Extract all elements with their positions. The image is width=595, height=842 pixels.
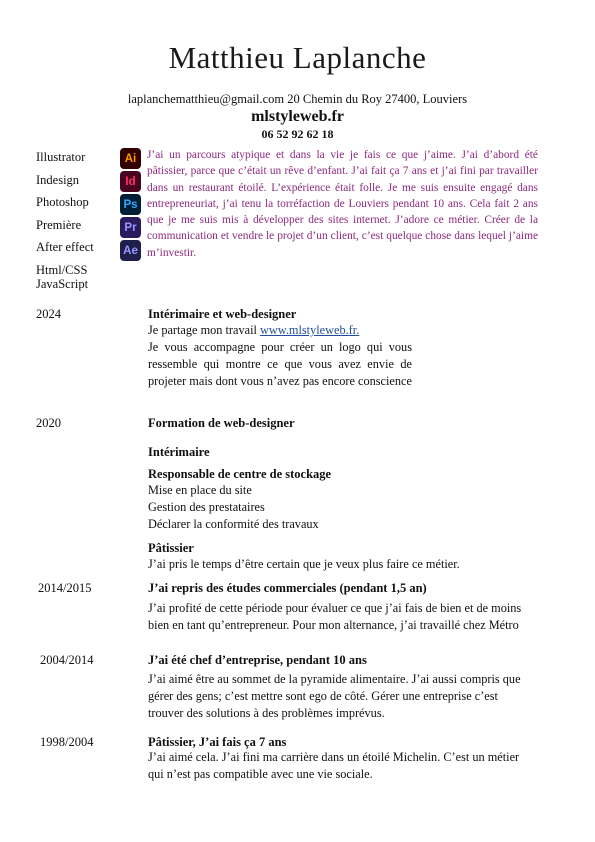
job-title: Pâtissier [148, 541, 194, 555]
skill-item: Illustrator [36, 150, 86, 164]
candidate-name: Matthieu Laplanche [168, 40, 427, 75]
website-title: mlstyleweb.fr [251, 108, 344, 125]
skill-item: Indesign [36, 172, 80, 187]
skill-item: Photoshop [36, 195, 89, 210]
job-title: Pâtissier, J’ai fais ça 7 ans [148, 735, 287, 749]
job-description: Je vous accompagne pour créer un logo qui vous ressemble qui montre ce que vous avez envie de projeter mais dont vous n’avez pas encore conscience [148, 340, 412, 389]
job-title: Intérimaire [148, 445, 210, 459]
job-title: Intérimaire et web-designer [148, 307, 297, 321]
job-line-text: Je partage mon travail [148, 323, 260, 337]
job-line [148, 322, 418, 339]
job-title: J’ai repris des études commerciales (pendant 1,5 an) [148, 581, 427, 595]
job-description: J’ai profité de cette période pour évaluer ce que j’ai fais de bien et de moins bien en tant qu’entrepreneur. Pour mon alternance, j’ai travaillé chez Métro [148, 601, 522, 633]
job-description: J’ai pris le temps d’être certain que je veux plus faire ce métier. [148, 557, 460, 571]
skill-item: Html/CSS [36, 262, 88, 277]
year-2020: 2020 [36, 416, 61, 430]
year-1998-2004: 1998/2004 [40, 735, 94, 749]
illustrator-icon: Ai [120, 148, 141, 169]
task-list [148, 482, 448, 534]
year-2024: 2024 [36, 307, 61, 321]
skill-item: JavaScript [36, 276, 89, 291]
intro-paragraph: J’ai un parcours atypique et dans la vie je fais ce que j’aime. J’ai d’abord été pâtissier, parce que c’était un rêve d’enfant. J’ai fait ça 7 ans et j’ai fini par travailler dans un restaurant étoilé. L’expérience était folle. Je me suis ensuite engagé dans entrepreneuriat, j’ai tenu la torréfaction de Louviers pendant 10 ans. Cela fait 2 ans que je me suis mis à développer des sites internet. J’adore ce métier. Créer de la communication et vendre le projet d’un client, c’est quelque chose dans lequel j’aime m’investir. [147, 149, 538, 259]
job-description: J’ai aimé cela. J’ai fini ma carrière dans un étoilé Michelin. C’est un métier qui n’est pas compatible avec une vie sociale. [148, 750, 520, 782]
job-description: J’ai aimé être au sommet de la pyramide alimentaire. J’ai aussi compris que gérer des gens; c’est mettre sont ego de côté. Gérer une entreprise c’est trouver des solutions à des problèmes imprévus. [148, 672, 521, 721]
job-title: Formation de web-designer [148, 416, 295, 430]
contact-line: laplanchematthieu@gmail.com 20 Chemin du Roy 27400, Louviers [127, 92, 468, 106]
skills-list [36, 146, 121, 291]
website-link[interactable]: www.mlstyleweb.fr. [260, 323, 360, 337]
task-item: Mise en place du site [148, 483, 252, 497]
year-2004-2014: 2004/2014 [40, 653, 94, 667]
premiere-icon: Pr [120, 217, 141, 238]
task-item: Déclarer la conformité des travaux [148, 517, 319, 532]
after-effects-icon: Ae [120, 240, 141, 261]
skill-item: After effect [36, 240, 94, 255]
task-item: Gestion des prestataires [148, 500, 265, 515]
photoshop-icon: Ps [120, 194, 141, 215]
year-2014-2015: 2014/2015 [38, 581, 92, 595]
phone-number: 06 52 92 62 18 [261, 127, 334, 141]
indesign-icon: Id [120, 171, 141, 192]
job-title: J’ai été chef d’entreprise, pendant 10 ans [148, 653, 367, 667]
skill-item: Première [36, 217, 82, 232]
job-title: Responsable de centre de stockage [148, 467, 332, 481]
